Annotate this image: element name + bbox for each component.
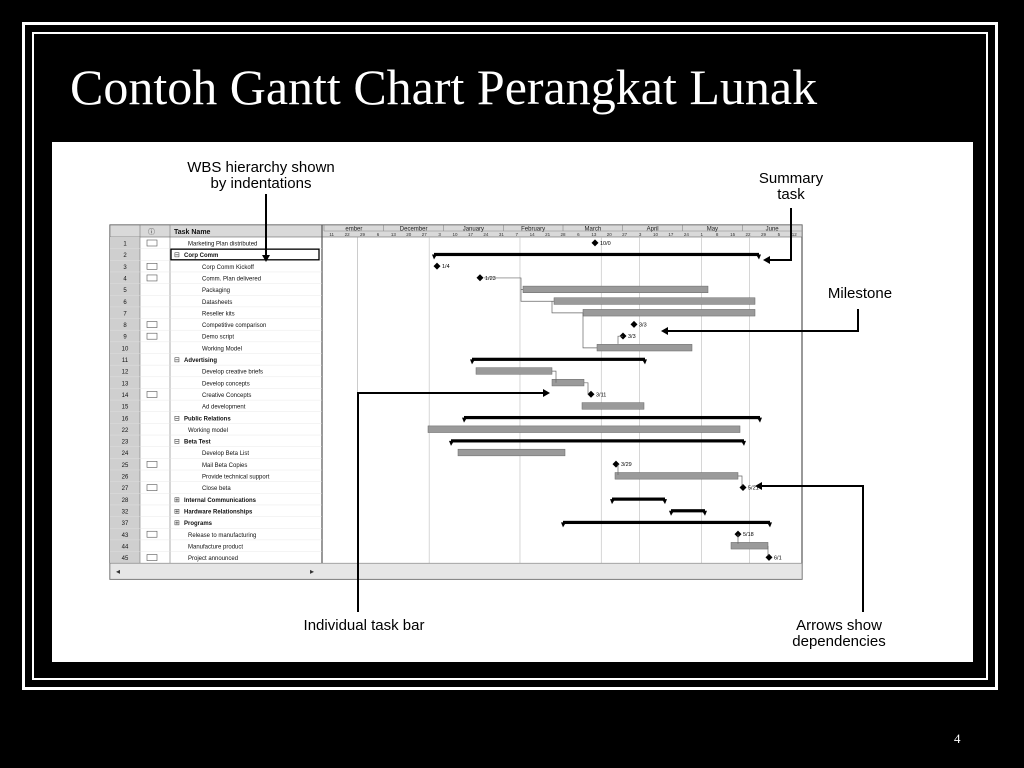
task-bar <box>731 542 768 549</box>
outline-toggle-icon: ⊟ <box>174 415 180 423</box>
row-id: 11 <box>121 358 129 364</box>
day-tick-label: 6 <box>376 232 380 237</box>
outline-toggle-icon: ⊟ <box>174 252 180 260</box>
day-tick-label: 24 <box>483 232 489 237</box>
row-id: 24 <box>121 451 129 458</box>
outline-toggle-icon: ⊟ <box>174 357 180 364</box>
task-name: Creative Concepts <box>202 392 252 399</box>
day-tick-label: 10 <box>653 232 659 237</box>
day-tick-label: 20 <box>406 232 412 237</box>
callout-wbs-line1: WBS hierarchy shown <box>187 159 335 176</box>
task-name: Provide technical support <box>202 474 270 481</box>
milestone-date: 1/23 <box>485 275 496 282</box>
month-label: June <box>765 226 779 233</box>
day-tick-label: 3 <box>638 232 642 237</box>
day-tick-label: 22 <box>745 232 751 237</box>
callout-summary-line1: Summary <box>758 170 824 187</box>
row-id: 32 <box>121 509 129 516</box>
month-label: February <box>521 226 546 233</box>
task-name: Corp Comm Kickoff <box>202 264 254 271</box>
day-tick-label: 15 <box>730 232 736 237</box>
task-name: Beta Test <box>184 439 211 446</box>
milestone-date: 6/1 <box>774 555 782 562</box>
month-label: May <box>706 226 719 233</box>
figure-panel <box>52 142 973 662</box>
row-id: 26 <box>121 474 129 481</box>
task-name: Reseller kits <box>202 311 235 318</box>
task-name: Internal Communications <box>184 497 257 504</box>
task-name: Datasheets <box>202 299 233 306</box>
task-name: Ad development <box>202 404 246 411</box>
scroll-left-arrow: ◂ <box>116 567 121 577</box>
row-id: 14 <box>121 392 129 399</box>
task-bar <box>583 309 755 316</box>
row-id: 15 <box>121 404 129 411</box>
row-id: 9 <box>123 334 127 341</box>
callout-wbs-line2: by indentations <box>210 175 312 192</box>
milestone-date: 3/29 <box>621 462 632 469</box>
task-name: Competitive comparison <box>202 323 267 330</box>
task-name: Manufacture product <box>188 544 244 551</box>
scroll-right-arrow: ▸ <box>310 567 315 577</box>
gantt-figure <box>52 142 973 662</box>
task-name: Packaging <box>202 288 231 295</box>
row-id: 7 <box>123 311 127 318</box>
task-name: Demo script <box>202 334 235 341</box>
bottom-scrollbar <box>110 563 802 579</box>
day-tick-label: 17 <box>668 232 674 237</box>
row-id: 28 <box>121 497 129 504</box>
day-tick-label: 21 <box>545 232 551 237</box>
milestone-date: 5/21 <box>748 485 759 492</box>
milestone-date: 10/0 <box>600 240 611 247</box>
day-tick-label: 29 <box>760 232 766 237</box>
month-label: April <box>646 226 659 233</box>
row-id: 43 <box>121 532 129 539</box>
day-tick-label: 11 <box>329 232 335 237</box>
task-name: Hardware Relationships <box>184 509 253 516</box>
row-id: 13 <box>121 381 129 388</box>
month-label: ember <box>345 226 363 233</box>
task-bar <box>458 449 565 456</box>
task-name: Programs <box>184 521 213 528</box>
day-tick-label: 12 <box>791 232 797 237</box>
row-id: 45 <box>121 556 129 563</box>
summary-task-bar <box>451 439 744 442</box>
day-tick-label: 13 <box>591 232 597 237</box>
callout-milestone: Milestone <box>827 285 893 302</box>
task-name: Working Model <box>202 346 242 353</box>
day-tick-label: 7 <box>515 232 518 237</box>
row-id: 22 <box>121 427 129 434</box>
day-tick-label: 24 <box>683 232 689 237</box>
slide-title: Contoh Gantt Chart Perangkat Lunak <box>70 59 818 115</box>
task-name: Develop creative briefs <box>202 369 264 376</box>
task-bar <box>582 403 644 410</box>
task-bar <box>523 286 708 293</box>
task-name: Develop concepts <box>202 381 250 388</box>
task-bar <box>552 379 584 386</box>
row-id: 5 <box>123 288 127 295</box>
day-tick-label: 29 <box>360 232 366 237</box>
row-id: 3 <box>123 264 127 271</box>
outline-toggle-icon: ⊞ <box>174 520 180 528</box>
row-id: 27 <box>121 486 129 493</box>
task-bar <box>476 368 552 375</box>
summary-task-bar <box>671 509 705 512</box>
day-tick-label: 27 <box>622 232 628 237</box>
summary-task-bar <box>563 521 770 524</box>
summary-task-bar <box>612 498 665 501</box>
row-id: 1 <box>123 241 127 248</box>
task-name: Marketing Plan distributed <box>188 241 258 248</box>
day-tick-label: 22 <box>344 232 350 237</box>
day-tick-label: 6 <box>577 232 580 237</box>
row-id: 44 <box>121 544 129 551</box>
day-tick-label: 13 <box>390 232 396 237</box>
task-name: Comm. Plan delivered <box>202 276 262 283</box>
callout-task-bar: Individual task bar <box>303 617 425 634</box>
outline-toggle-icon: ⊞ <box>174 508 180 516</box>
task-name: Close beta <box>202 486 231 493</box>
milestone-date: 5/18 <box>743 532 754 539</box>
task-bar <box>597 344 692 351</box>
day-tick-label: 17 <box>467 232 473 237</box>
row-id: 12 <box>121 369 129 376</box>
milestone-date: 1/4 <box>442 264 450 271</box>
row-id: 6 <box>123 299 127 306</box>
day-tick-label: 3 <box>438 232 441 237</box>
callout-arrows-line1: Arrows show <box>796 617 882 634</box>
task-bar <box>554 298 755 305</box>
day-tick-label: 5 <box>777 232 781 237</box>
task-bar <box>428 426 740 433</box>
row-id: 37 <box>121 521 129 528</box>
summary-task-bar <box>464 416 760 419</box>
page-number: 4 <box>954 731 961 746</box>
row-id: 8 <box>123 323 127 330</box>
day-tick-label: 14 <box>529 232 535 237</box>
row-id: 4 <box>123 276 127 283</box>
day-tick-label: 1 <box>700 232 704 237</box>
task-name: Project announced <box>188 556 239 563</box>
task-name: Advertising <box>184 358 218 364</box>
summary-task-bar <box>434 253 759 256</box>
day-tick-label: 10 <box>452 232 458 237</box>
task-name-header: Task Name <box>174 229 211 236</box>
row-id: 10 <box>121 346 129 353</box>
month-label: March <box>584 226 602 233</box>
info-column-header: ⓘ <box>148 229 155 236</box>
row-id: 23 <box>121 439 129 446</box>
row-id: 16 <box>121 416 129 423</box>
task-name: Working model <box>188 427 228 434</box>
day-tick-label: 28 <box>560 232 566 237</box>
milestone-date: 3/11 <box>596 392 607 399</box>
day-tick-label: 20 <box>606 232 612 237</box>
day-tick-label: 8 <box>715 232 719 237</box>
milestone-date: 3/3 <box>628 334 636 341</box>
outline-toggle-icon: ⊞ <box>174 496 180 504</box>
outline-toggle-icon: ⊟ <box>174 438 180 446</box>
milestone-date: 3/3 <box>639 322 647 329</box>
row-id: 2 <box>123 253 127 260</box>
month-label: January <box>462 226 485 233</box>
task-name: Develop Beta List <box>202 451 250 458</box>
callout-summary-line2: task <box>777 186 805 203</box>
task-name: Corp Comm <box>184 253 219 260</box>
task-name: Public Relations <box>184 416 231 423</box>
task-name: Mail Beta Copies <box>202 462 248 469</box>
task-name: Release to manufacturing <box>188 532 257 539</box>
row-id: 25 <box>121 462 129 469</box>
month-label: December <box>399 226 428 233</box>
callout-arrows-line2: dependencies <box>792 633 886 650</box>
day-tick-label: 27 <box>421 232 427 237</box>
summary-task-bar <box>472 358 645 361</box>
day-tick-label: 31 <box>498 232 504 237</box>
task-bar <box>615 473 738 480</box>
